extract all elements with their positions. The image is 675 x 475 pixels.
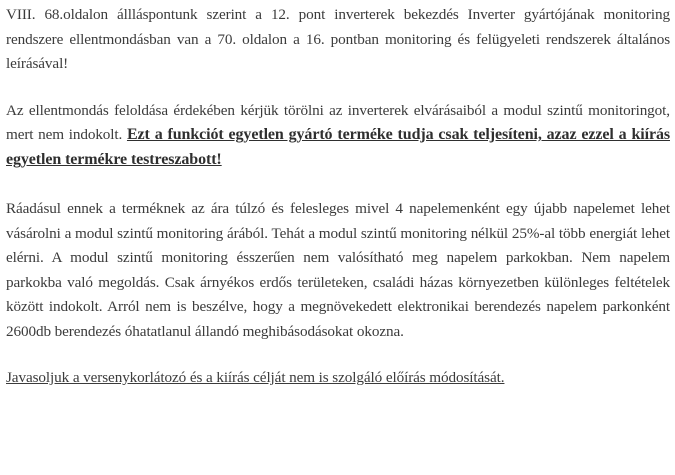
document-page (6, 3, 670, 391)
paragraph-cost-argument: Ráadásul ennek a terméknek az ára túlzó és felesleges mivel 4 napelemenként egy újabb napelemet lehet vásárolni a modul szintű monitoring árából. Tehát a modul szintű monitoring nélkül 25%-al több energiát lehet elérni. A modul szintű monitoring ésszerűen nem valósítható meg napelem parkokban. Nem napelem parkokba való megoldás. Csak árnyékos erdős területeken, családi házas környezetben különleges feltételek között indokolt. Arról nem is beszélve, hogy a megnövekedett elektronikai berendezés napelem parkonként 2600db berendezés óhatatlanul állandó meghibásodásokat okozna. (6, 200, 670, 340)
emphasized-single-manufacturer-statement: Ezt a funkciót egyetlen gyártó terméke tudja csak teljesíteni, azaz ezzel a kiírás egyetlen termékre testreszabott! (6, 126, 670, 168)
paragraph-request-deletion (6, 99, 670, 173)
paragraph-inverter-monitoring-contradiction: VIII. 68.oldalon állláspontunk szerint a 12. pont inverterek bekezdés Inverter gyártójának monitoring rendszere ellentmondásban van a 70. oldalon a 16. pontban monitoring és felügyeleti rendszerek általános leírásával! (6, 6, 670, 72)
paragraph-request-deletion-text: Az ellentmondás feloldása érdekében kérjük törölni az inverterek elvárásaiból a modul szintű monitoringot, mert nem indokolt. (6, 101, 670, 143)
paragraph-proposal: Javasoljuk a versenykorlátozó és a kiírás célját nem is szolgáló előírás módosítását. (6, 369, 505, 386)
